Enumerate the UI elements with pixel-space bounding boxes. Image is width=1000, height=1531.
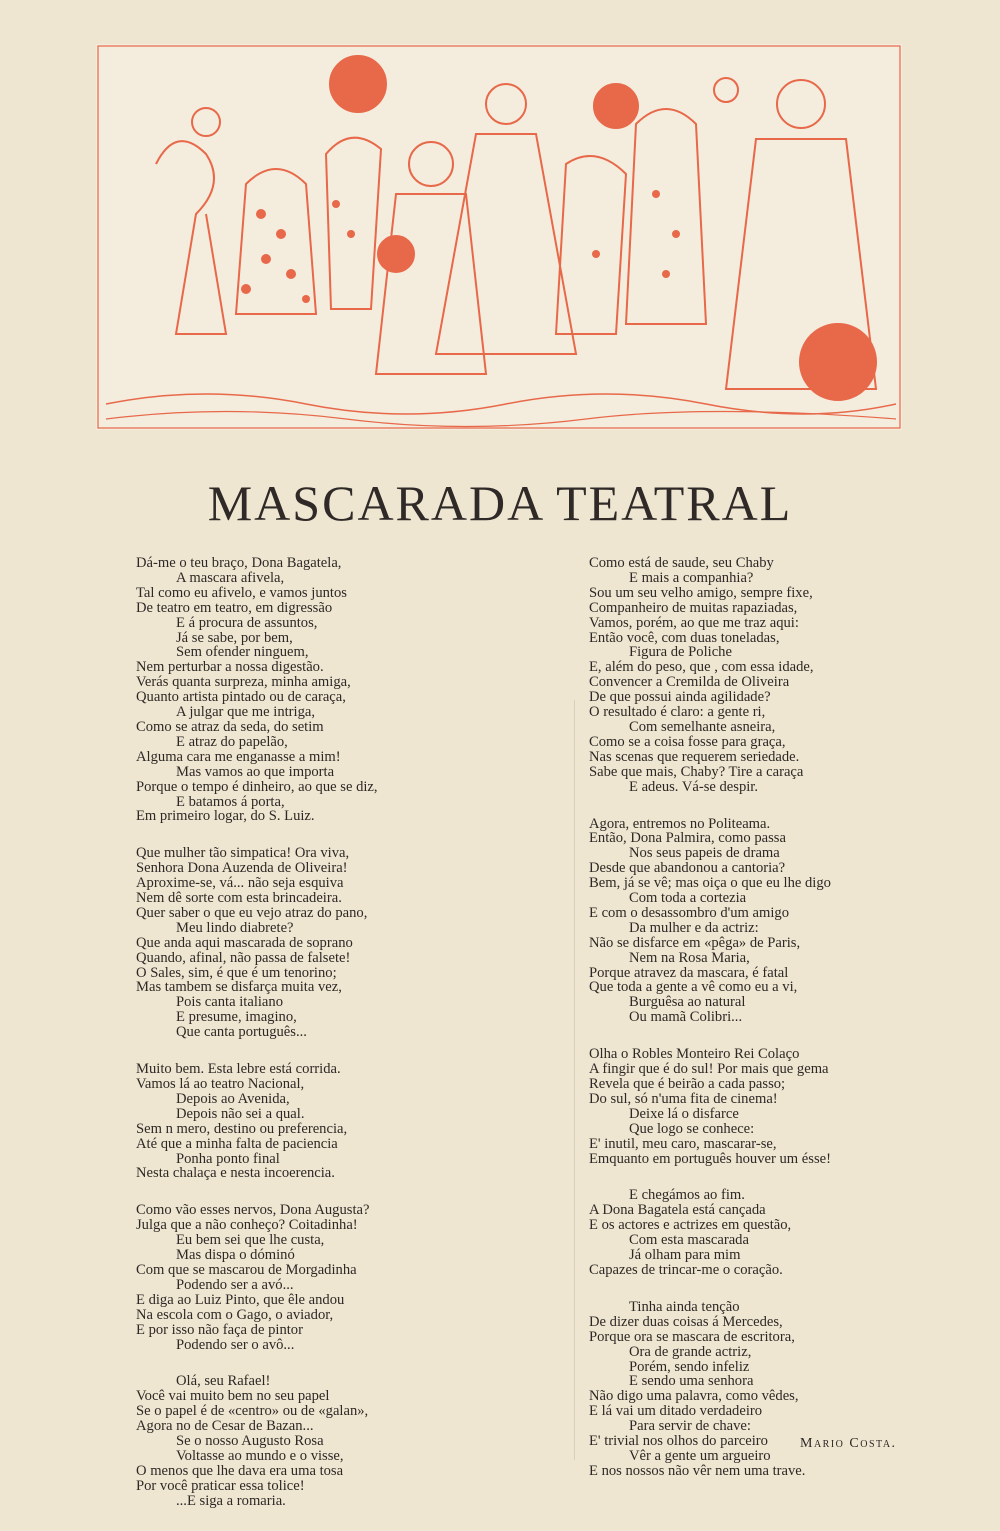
poem-line: E nos nossos não vêr nem uma trave.: [589, 1462, 806, 1479]
poem-line: Verás quanta surpreza, minha amiga,: [136, 674, 351, 691]
poem-line: Não digo uma palavra, como vêdes,: [589, 1388, 799, 1405]
poem-line: Figura de Poliche: [629, 644, 732, 661]
poem-line: De teatro em teatro, em digressão: [136, 599, 333, 616]
poem-line: Nos seus papeis de drama: [629, 845, 780, 862]
poem-line: Então, Dona Palmira, como passa: [589, 830, 786, 847]
poem-line: Porque ora se mascara de escritora,: [589, 1328, 795, 1345]
poem-line: Podendo ser a avó...: [176, 1276, 294, 1293]
poem-line: Nem perturbar a nossa digestão.: [136, 659, 324, 676]
poem-line: Olha o Robles Monteiro Rei Colaço: [589, 1046, 800, 1063]
poem-line: Voltasse ao mundo e o visse,: [176, 1447, 344, 1464]
poem-stanza: [589, 817, 919, 1026]
poem-line: Que canta português...: [176, 1024, 307, 1041]
poem-line: Bem, já se vê; mas oiça o que eu lhe digo: [589, 875, 831, 892]
poem-line: E á procura de assuntos,: [176, 614, 318, 631]
poem-line: Companheiro de muitas rapaziadas,: [589, 599, 798, 616]
poem-line: Deixe lá o disfarce: [629, 1105, 739, 1122]
poem-stanza: [589, 1188, 919, 1277]
poem-line: Porque atravez da mascara, é fatal: [589, 964, 789, 981]
poem-line: Alguma cara me enganasse a mim!: [136, 748, 341, 765]
poem-line: Já olham para mim: [629, 1247, 741, 1264]
poem-line: Julga que a não conheço? Coitadinha!: [136, 1217, 358, 1234]
poem-line: Que anda aqui mascarada de soprano: [136, 934, 353, 951]
poem-line: E adeus. Vá-se despir.: [629, 778, 759, 795]
poem-line: Quer saber o que eu vejo atraz do pano,: [136, 904, 368, 921]
poem-line: E com o desassombro d'um amigo: [589, 904, 790, 921]
poem-line: De dizer duas coisas á Mercedes,: [589, 1313, 783, 1330]
poem-line: Vamos, porém, ao que me traz aqui:: [589, 614, 799, 631]
poem-line: Como está de saude, seu Chaby: [589, 555, 774, 571]
poem-line: Agora, entremos no Politeama.: [589, 815, 771, 832]
author-signature: Mario Costa.: [800, 1436, 897, 1451]
poem-line: Convencer a Cremilda de Oliveira: [589, 674, 790, 691]
poem-line: Eu bem sei que lhe custa,: [176, 1232, 325, 1249]
poem-line: A Dona Bagatela está cançada: [589, 1202, 766, 1219]
poem-line: Por você praticar essa tolice!: [136, 1477, 305, 1494]
poem-line: Quanto artista pintado ou de caraça,: [136, 689, 346, 706]
poem-line: Já se sabe, por bem,: [176, 629, 293, 646]
poem-stanza: [589, 1047, 919, 1166]
poem-line: Desde que abandonou a cantoria?: [589, 860, 786, 877]
poem-line: O Sales, sim, é que é um tenorino;: [136, 964, 337, 981]
poem-line: E, além do peso, que , com essa idade,: [589, 659, 814, 676]
poem-line: O menos que lhe dava era uma tosa: [136, 1462, 344, 1479]
poem-line: E batamos á porta,: [176, 793, 285, 810]
poem-line: Muito bem. Esta lebre está corrida.: [136, 1061, 341, 1078]
poem-line: Da mulher e da actriz:: [629, 919, 759, 936]
poem-line: Revela que é beirão a cada passo;: [589, 1076, 786, 1092]
poem-line: Como se a coisa fosse para graça,: [589, 733, 786, 750]
poem-line: Nem na Rosa Maria,: [629, 949, 750, 966]
poem-line: Que toda a gente a vê como eu a vi,: [589, 979, 798, 996]
poem-line: Senhora Dona Auzenda de Oliveira!: [136, 860, 348, 877]
poem-left-column: [136, 556, 476, 1531]
poem-line: Emquanto em português houver um ésse!: [589, 1150, 831, 1167]
poem-line: Dá-me o teu braço, Dona Bagatela,: [136, 555, 342, 571]
poem-line: Mas vamos ao que importa: [176, 763, 335, 780]
poem-line: De que possui ainda agilidade?: [589, 689, 771, 706]
poem-line: Na escola com o Gago, o aviador,: [136, 1306, 334, 1323]
page-title: MASCARADA TEATRAL: [207, 475, 793, 531]
poem-line: Que mulher tão simpatica! Ora viva,: [136, 845, 350, 862]
poem-stanza: [136, 1203, 476, 1352]
poem-line: Se o nosso Augusto Rosa: [176, 1433, 324, 1450]
poem-line: E' trivial nos olhos do parceiro: [589, 1433, 768, 1450]
poem-line: Ora de grande actriz,: [629, 1343, 752, 1360]
poem-line: Sou um seu velho amigo, sempre fixe,: [589, 584, 813, 601]
poem-line: Mas tambem se disfarça muita vez,: [136, 979, 342, 996]
poem-line: Se o papel é de «centro» ou de «galan»,: [136, 1403, 369, 1420]
poem-stanza: [136, 846, 476, 1040]
poem-stanza: [136, 556, 476, 824]
poem-line: Como se atraz da seda, do setim: [136, 718, 324, 735]
carnival-illustration: [96, 44, 902, 430]
poem-line: Você vai muito bem no seu papel: [136, 1388, 330, 1405]
poem-line: Em primeiro logar, do S. Luiz.: [136, 808, 315, 825]
poem-line: Sabe que mais, Chaby? Tire a caraça: [589, 763, 804, 780]
poem-line: Com esta mascarada: [629, 1232, 749, 1249]
poem-line: Depois ao Avenida,: [176, 1090, 290, 1107]
poem-line: Ponha ponto final: [176, 1150, 280, 1167]
poem-line: Então você, com duas toneladas,: [589, 629, 780, 646]
poem-line: A julgar que me intriga,: [176, 704, 316, 721]
poem-line: Com toda a cortezia: [629, 890, 747, 907]
poem-line: O resultado é claro: a gente ri,: [589, 704, 766, 721]
poem-line: E atraz do papelão,: [176, 733, 288, 750]
poem-line: Agora no de Cesar de Bazan...: [136, 1418, 314, 1435]
poem-line: Ou mamã Colibri...: [629, 1009, 743, 1026]
poem-line: Tal como eu afivelo, e vamos juntos: [136, 584, 347, 601]
column-divider: [574, 700, 575, 1460]
poem-line: Olá, seu Rafael!: [176, 1373, 271, 1390]
poem-line: E sendo uma senhora: [629, 1373, 754, 1390]
poem-line: Depois não sei a qual.: [176, 1105, 305, 1122]
poem-line: Meu lindo diabrete?: [176, 919, 294, 936]
poem-line: Capazes de trincar-me o coração.: [589, 1261, 783, 1278]
poem-line: Sem ofender ninguem,: [176, 644, 309, 661]
poem-line: Mas dispa o dóminó: [176, 1247, 295, 1264]
poem-line: Podendo ser o avô...: [176, 1336, 295, 1353]
poem-stanza: [136, 1062, 476, 1181]
poem-line: Porém, sendo infeliz: [629, 1358, 750, 1375]
poem-line: E os actores e actrizes em questão,: [589, 1217, 792, 1234]
poem-line: Nesta chalaça e nesta incoerencia.: [136, 1165, 335, 1182]
poem-line: ...E siga a romaria.: [176, 1492, 286, 1509]
poem-line: E chegámos ao fim.: [629, 1187, 745, 1204]
poem-line: A fingir que é do sul! Por mais que gema: [589, 1061, 829, 1078]
poem-line: Do sul, só n'uma fita de cinema!: [589, 1090, 778, 1107]
poem-line: A mascara afivela,: [176, 569, 285, 586]
poem-line: Como vão esses nervos, Dona Augusta?: [136, 1202, 370, 1219]
poem-line: Com semelhante asneira,: [629, 718, 776, 735]
poem-line: Quando, afinal, não passa de falsete!: [136, 949, 351, 966]
poem-line: E' inutil, meu caro, mascarar-se,: [589, 1135, 777, 1152]
poem-line: E diga ao Luiz Pinto, que êle andou: [136, 1291, 345, 1308]
poem-line: Nas scenas que requerem seriedade.: [589, 748, 800, 765]
poem-line: Com que se mascarou de Morgadinha: [136, 1261, 357, 1278]
poem-line: E lá vai um ditado verdadeiro: [589, 1403, 763, 1420]
poem-line: Burguêsa ao natural: [629, 994, 746, 1011]
poem-line: E presume, imagino,: [176, 1009, 297, 1026]
poem-line: Para servir de chave:: [629, 1418, 751, 1435]
poem-line: Tinha ainda tenção: [629, 1298, 740, 1315]
poem-right-column: [589, 556, 919, 1501]
poem-line: Vamos lá ao teatro Nacional,: [136, 1076, 305, 1092]
poem-line: Aproxime-se, vá... não seja esquiva: [136, 875, 344, 892]
poem-line: Porque o tempo é dinheiro, ao que se diz,: [136, 778, 378, 795]
poem-line: Nem dê sorte com esta brincadeira.: [136, 890, 342, 907]
poem-line: Pois canta italiano: [176, 994, 283, 1011]
poem-line: Vêr a gente um argueiro: [629, 1447, 771, 1464]
poem-stanza: [136, 1374, 476, 1508]
poem-line: Não se disfarce em «pêga» de Paris,: [589, 934, 801, 951]
poem-line: Até que a minha falta de paciencia: [136, 1135, 338, 1152]
poem-line: E mais a companhia?: [629, 569, 754, 586]
carnival-drawing: [96, 44, 902, 430]
poem-line: E por isso não faça de pintor: [136, 1321, 303, 1338]
poem-stanza: [589, 556, 919, 795]
poem-line: Sem n mero, destino ou preferencia,: [136, 1120, 348, 1137]
poem-line: Que logo se conhece:: [629, 1120, 755, 1137]
